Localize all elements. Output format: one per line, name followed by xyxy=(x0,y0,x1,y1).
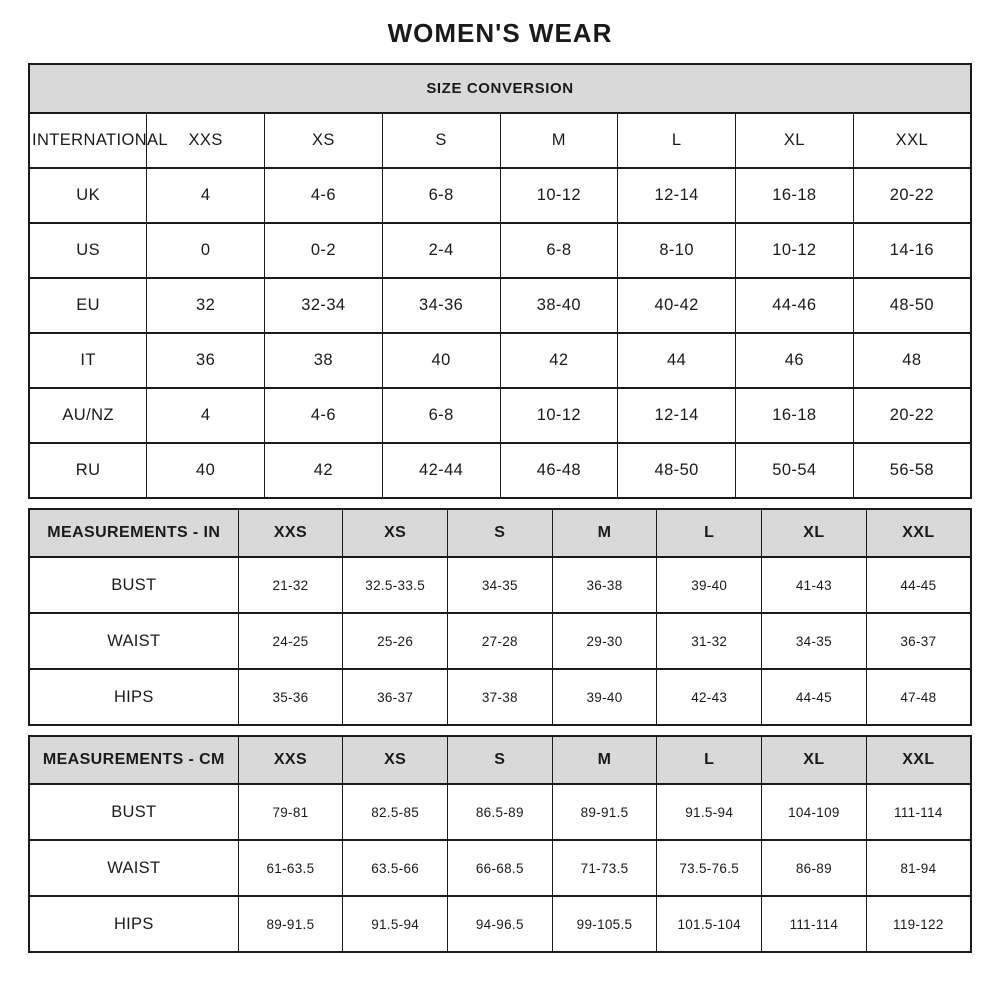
size-conversion-cell-ru-l: 48-50 xyxy=(618,443,736,498)
size-conversion-cell-au-nz-s: 6-8 xyxy=(382,388,500,443)
measurements-cm-cell-bust-xl: 104-109 xyxy=(762,784,867,840)
size-conversion-cell-au-nz-xxl: 20-22 xyxy=(853,388,971,443)
measurements-cm-col-header-m: M xyxy=(552,736,657,784)
size-conversion-cell-it-xs: 38 xyxy=(265,333,383,388)
measurements-in-cell-waist-m: 29-30 xyxy=(552,613,657,669)
measurements-in-row-waist xyxy=(29,613,971,669)
measurements-cm-cell-hips-xs: 91.5-94 xyxy=(343,896,448,952)
measurements-cm-col-header-xxs: XXS xyxy=(238,736,343,784)
size-conversion-cell-uk-xl: 16-18 xyxy=(736,168,854,223)
size-conversion-cell-us-xs: 0-2 xyxy=(265,223,383,278)
size-conversion-cell-au-nz-m: 10-12 xyxy=(500,388,618,443)
measurements-cm-cell-waist-xl: 86-89 xyxy=(762,840,867,896)
measurements-in-cell-bust-s: 34-35 xyxy=(447,557,552,613)
measurements-in-col-header-xxs: XXS xyxy=(238,509,343,557)
measurements-in-cell-waist-s: 27-28 xyxy=(447,613,552,669)
size-conversion-cell-eu-l: 40-42 xyxy=(618,278,736,333)
size-conversion-cell-au-nz-xs: 4-6 xyxy=(265,388,383,443)
measurements-cm-cell-waist-l: 73.5-76.5 xyxy=(657,840,762,896)
size-conversion-row-ru xyxy=(29,443,971,498)
measurements-in-row-bust xyxy=(29,557,971,613)
measurements-cm-cell-bust-l: 91.5-94 xyxy=(657,784,762,840)
measurements-in-cell-bust-l: 39-40 xyxy=(657,557,762,613)
measurements-in-cell-waist-xxl: 36-37 xyxy=(866,613,971,669)
measurements-in-row-label-hips: HIPS xyxy=(29,669,238,725)
size-conversion-cell-it-s: 40 xyxy=(382,333,500,388)
measurements-cm-col-header-s: S xyxy=(447,736,552,784)
size-conversion-col-header-xxl: XXL xyxy=(853,113,971,168)
size-conversion-cell-us-xxl: 14-16 xyxy=(853,223,971,278)
measurements-in-col-header-m: M xyxy=(552,509,657,557)
size-conversion-col-header-xl: XL xyxy=(736,113,854,168)
measurements-in-row-hips xyxy=(29,669,971,725)
size-conversion-cell-us-l: 8-10 xyxy=(618,223,736,278)
size-conversion-cell-au-nz-l: 12-14 xyxy=(618,388,736,443)
size-conversion-col-header-m: M xyxy=(500,113,618,168)
size-conversion-cell-it-xl: 46 xyxy=(736,333,854,388)
size-conversion-cell-ru-s: 42-44 xyxy=(382,443,500,498)
size-conversion-cell-us-xl: 10-12 xyxy=(736,223,854,278)
size-conversion-row-label-ru: RU xyxy=(29,443,147,498)
measurements-cm-cell-bust-xxs: 79-81 xyxy=(238,784,343,840)
size-conversion-cell-uk-xxl: 20-22 xyxy=(853,168,971,223)
size-conversion-cell-ru-xl: 50-54 xyxy=(736,443,854,498)
size-conversion-cell-eu-m: 38-40 xyxy=(500,278,618,333)
measurements-cm-cell-bust-xs: 82.5-85 xyxy=(343,784,448,840)
size-conversion-cell-au-nz-xl: 16-18 xyxy=(736,388,854,443)
measurements-in-cell-hips-s: 37-38 xyxy=(447,669,552,725)
measurements-cm-cell-waist-s: 66-68.5 xyxy=(447,840,552,896)
measurements-cm-col-header-l: L xyxy=(657,736,762,784)
size-conversion-header-row xyxy=(29,113,971,168)
measurements-in-table xyxy=(28,508,972,726)
size-conversion-row-au-nz xyxy=(29,388,971,443)
measurements-cm-cell-bust-m: 89-91.5 xyxy=(552,784,657,840)
measurements-in-header-label: MEASUREMENTS - IN xyxy=(29,509,238,557)
size-conversion-row-label-uk: UK xyxy=(29,168,147,223)
measurements-cm-cell-waist-m: 71-73.5 xyxy=(552,840,657,896)
size-conversion-banner: SIZE CONVERSION xyxy=(29,64,971,113)
size-conversion-row-eu xyxy=(29,278,971,333)
size-conversion-cell-uk-l: 12-14 xyxy=(618,168,736,223)
measurements-in-cell-bust-xl: 41-43 xyxy=(762,557,867,613)
size-conversion-cell-eu-xs: 32-34 xyxy=(265,278,383,333)
size-conversion-cell-eu-xl: 44-46 xyxy=(736,278,854,333)
measurements-cm-cell-hips-xxl: 119-122 xyxy=(866,896,971,952)
measurements-cm-row-bust xyxy=(29,784,971,840)
measurements-cm-row-waist xyxy=(29,840,971,896)
measurements-cm-cell-bust-s: 86.5-89 xyxy=(447,784,552,840)
measurements-in-col-header-l: L xyxy=(657,509,762,557)
measurements-in-cell-hips-l: 42-43 xyxy=(657,669,762,725)
size-conversion-cell-au-nz-xxs: 4 xyxy=(147,388,265,443)
measurements-cm-header-row xyxy=(29,736,971,784)
size-conversion-row-it xyxy=(29,333,971,388)
size-conversion-table xyxy=(28,63,972,499)
measurements-in-header-row xyxy=(29,509,971,557)
measurements-cm-cell-hips-m: 99-105.5 xyxy=(552,896,657,952)
size-conversion-cell-uk-xxs: 4 xyxy=(147,168,265,223)
measurements-in-cell-waist-xl: 34-35 xyxy=(762,613,867,669)
size-conversion-cell-it-xxs: 36 xyxy=(147,333,265,388)
measurements-cm-row-label-bust: BUST xyxy=(29,784,238,840)
measurements-in-cell-bust-m: 36-38 xyxy=(552,557,657,613)
measurements-in-row-label-waist: WAIST xyxy=(29,613,238,669)
size-conversion-cell-us-xxs: 0 xyxy=(147,223,265,278)
measurements-in-cell-hips-xl: 44-45 xyxy=(762,669,867,725)
measurements-in-cell-waist-xxs: 24-25 xyxy=(238,613,343,669)
size-conversion-row-us xyxy=(29,223,971,278)
measurements-cm-cell-hips-xxs: 89-91.5 xyxy=(238,896,343,952)
measurements-cm-row-label-hips: HIPS xyxy=(29,896,238,952)
size-conversion-col-header-xs: XS xyxy=(265,113,383,168)
measurements-cm-col-header-xl: XL xyxy=(762,736,867,784)
measurements-in-cell-hips-xxl: 47-48 xyxy=(866,669,971,725)
measurements-cm-cell-waist-xs: 63.5-66 xyxy=(343,840,448,896)
measurements-cm-cell-hips-xl: 111-114 xyxy=(762,896,867,952)
measurements-in-cell-bust-xxl: 44-45 xyxy=(866,557,971,613)
size-conversion-col-header-xxs: XXS xyxy=(147,113,265,168)
measurements-in-cell-hips-m: 39-40 xyxy=(552,669,657,725)
measurements-cm-row-label-waist: WAIST xyxy=(29,840,238,896)
size-conversion-col-header-s: S xyxy=(382,113,500,168)
size-conversion-cell-us-s: 2-4 xyxy=(382,223,500,278)
size-conversion-row-label-eu: EU xyxy=(29,278,147,333)
size-conversion-row-uk xyxy=(29,168,971,223)
size-conversion-cell-ru-m: 46-48 xyxy=(500,443,618,498)
size-conversion-row-label-us: US xyxy=(29,223,147,278)
measurements-cm-cell-waist-xxl: 81-94 xyxy=(866,840,971,896)
size-conversion-col-header-l: L xyxy=(618,113,736,168)
size-conversion-cell-uk-xs: 4-6 xyxy=(265,168,383,223)
measurements-in-cell-waist-l: 31-32 xyxy=(657,613,762,669)
size-conversion-cell-it-l: 44 xyxy=(618,333,736,388)
size-conversion-cell-uk-s: 6-8 xyxy=(382,168,500,223)
size-conversion-row-label-au-nz: AU/NZ xyxy=(29,388,147,443)
measurements-in-cell-hips-xs: 36-37 xyxy=(343,669,448,725)
measurements-in-col-header-xl: XL xyxy=(762,509,867,557)
size-conversion-banner-row xyxy=(29,64,971,113)
measurements-in-col-header-xxl: XXL xyxy=(866,509,971,557)
measurements-in-cell-hips-xxs: 35-36 xyxy=(238,669,343,725)
measurements-in-col-header-xs: XS xyxy=(343,509,448,557)
size-conversion-cell-eu-xxl: 48-50 xyxy=(853,278,971,333)
measurements-in-cell-waist-xs: 25-26 xyxy=(343,613,448,669)
size-conversion-cell-it-m: 42 xyxy=(500,333,618,388)
measurements-cm-cell-waist-xxs: 61-63.5 xyxy=(238,840,343,896)
size-conversion-cell-uk-m: 10-12 xyxy=(500,168,618,223)
size-conversion-cell-ru-xxl: 56-58 xyxy=(853,443,971,498)
size-conversion-header-label: INTERNATIONAL xyxy=(29,113,147,168)
measurements-cm-row-hips xyxy=(29,896,971,952)
measurements-cm-header-label: MEASUREMENTS - CM xyxy=(29,736,238,784)
measurements-in-cell-bust-xxs: 21-32 xyxy=(238,557,343,613)
measurements-cm-cell-hips-l: 101.5-104 xyxy=(657,896,762,952)
measurements-in-row-label-bust: BUST xyxy=(29,557,238,613)
size-conversion-cell-it-xxl: 48 xyxy=(853,333,971,388)
size-conversion-cell-ru-xxs: 40 xyxy=(147,443,265,498)
size-conversion-cell-eu-xxs: 32 xyxy=(147,278,265,333)
measurements-in-col-header-s: S xyxy=(447,509,552,557)
measurements-in-cell-bust-xs: 32.5-33.5 xyxy=(343,557,448,613)
size-conversion-row-label-it: IT xyxy=(29,333,147,388)
size-conversion-cell-ru-xs: 42 xyxy=(265,443,383,498)
measurements-cm-cell-bust-xxl: 111-114 xyxy=(866,784,971,840)
size-conversion-cell-eu-s: 34-36 xyxy=(382,278,500,333)
page-title: WOMEN'S WEAR xyxy=(387,18,613,48)
measurements-cm-cell-hips-s: 94-96.5 xyxy=(447,896,552,952)
measurements-cm-col-header-xs: XS xyxy=(343,736,448,784)
size-conversion-cell-us-m: 6-8 xyxy=(500,223,618,278)
measurements-cm-table xyxy=(28,735,972,953)
measurements-cm-col-header-xxl: XXL xyxy=(866,736,971,784)
